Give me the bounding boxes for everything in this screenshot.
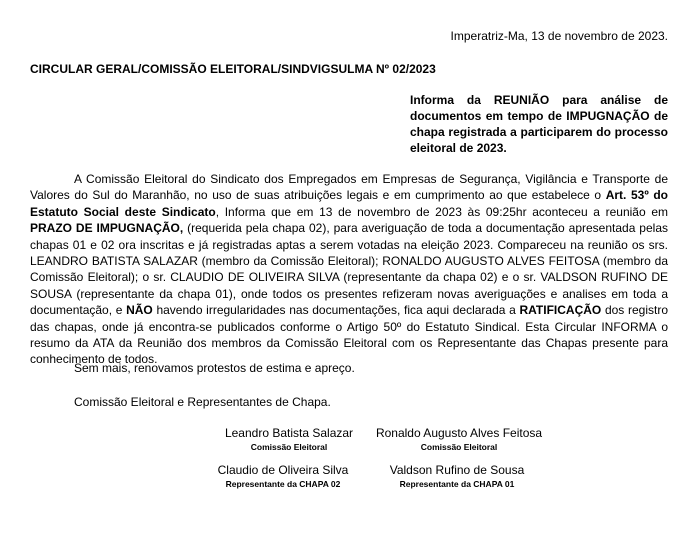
closing-line-1: Sem mais, renovamos protestos de estima e apreço. [74, 361, 355, 375]
signature-block [357, 463, 557, 489]
body-text-3: (requerida pela chapa 02), para averiguação de toda a documentação apresentada pelas chapas 01 e 02 ora inscritas e já registradas aptas a serem votadas na eleição 2023. Compareceu na reunião os srs. LEANDRO BATISTA SALAZAR (membro da Comissão Eleitoral); RONALDO AUGUSTO ALVES FEITOSA (membro da Comissão Eleitoral); o sr. CLAUDIO DE OLIVEIRA SILVA (representante da chapa 02) e o sr. VALDSON RUFINO DE SOUSA (representante da chapa 01), onde todos os presentes refizeram novas averiguações e analises em toda a documentação, e [30, 221, 668, 318]
closing-line-2: Comissão Eleitoral e Representantes de Chapa. [74, 395, 331, 409]
body-bold-nao: NÃO [126, 303, 153, 318]
body-bold-ratificacao: RATIFICAÇÃO [519, 303, 602, 318]
body-paragraph [30, 171, 668, 368]
signatory-role: Representante da CHAPA 02 [225, 479, 341, 489]
summary-text: Informa da REUNIÃO para análise de documentos em tempo de IMPUGNAÇÃO de chapa registrada a participarem do processo eleitoral de 2023. [410, 93, 668, 155]
body-bold-article: Art. 53º do Estatuto Social deste Sindicato [30, 188, 668, 219]
body-bold-impugnacao: PRAZO DE IMPUGNAÇÃO, [30, 221, 184, 236]
signatory-name: Ronaldo Augusto Alves Feitosa [375, 426, 543, 440]
circular-title: CIRCULAR GERAL/COMISSÃO ELEITORAL/SINDVIGSULMA Nº 02/2023 [30, 62, 436, 76]
body-text-4: havendo irregularidades nas documentações, fica aqui declarada a [152, 303, 520, 318]
signatory-name: Leandro Batista Salazar [224, 426, 354, 440]
body-text-2: , Informa que em 13 de novembro de 2023 às 09:25hr aconteceu a reunião em [215, 204, 668, 219]
signatory-role: Comissão Eleitoral [420, 442, 498, 452]
document-date: Imperatriz-Ma, 13 de novembro de 2023. [450, 29, 668, 43]
signature-block [359, 426, 559, 452]
body-text-5: dos registro das chapas, onde já encontra-se publicados conforme o Artigo 50º do Estatuto Sindical. Esta Circular INFORMA o resumo da ATA da Reunião dos membros da Comissão Eleitoral com os Representante das Chapas presente para conhecimento de todos. [30, 303, 668, 367]
signatory-name: Claudio de Oliveira Silva [217, 463, 349, 477]
signatory-name: Valdson Rufino de Sousa [389, 463, 525, 477]
signatory-role: Representante da CHAPA 01 [399, 479, 515, 489]
signature-block [183, 463, 383, 489]
signatory-role: Comissão Eleitoral [250, 442, 328, 452]
body-text-1: A Comissão Eleitoral do Sindicato dos Empregados em Empresas de Segurança, Vigilância e Transporte de Valores do Sul do Maranhão, no uso de suas atribuições legais e em cumprimento ao que estabelece o [30, 172, 668, 203]
